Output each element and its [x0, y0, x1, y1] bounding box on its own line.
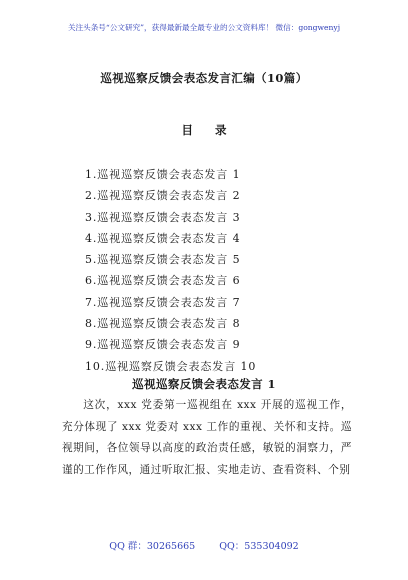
toc-heading: 目 录 [181, 123, 236, 137]
table-of-contents [85, 164, 256, 377]
toc-item: 7.巡视巡察反馈会表态发言 7 [85, 295, 241, 309]
footer-qq: QQ：535304092 [219, 541, 299, 552]
body-paragraph: 这次，xxx 党委第一巡视组在 xxx 开展的巡视工作，充分体现了 xxx 党委对 xxx 工作的重视、关怀和支持。巡视期间，各位领导以高度的政治责任感，敏锐的洞察力，严谨的工作作风，通过听取汇报、实地走访、查看资料、个别 [62, 399, 352, 476]
toc-item: 3.巡视巡察反馈会表态发言 3 [85, 210, 241, 224]
toc-item: 8.巡视巡察反馈会表态发言 8 [85, 317, 241, 331]
section-title: 巡视巡察反馈会表态发言 1 [132, 377, 276, 391]
toc-item: 1.巡视巡察反馈会表态发言 1 [85, 168, 241, 181]
toc-item: 4.巡视巡察反馈会表态发言 4 [85, 231, 241, 245]
toc-item: 10.巡视巡察反馈会表态发言 10 [85, 359, 257, 373]
toc-item: 6.巡视巡察反馈会表态发言 6 [85, 274, 241, 288]
footer-qq-group: QQ 群：30265665 [109, 541, 196, 552]
toc-item: 2.巡视巡察反馈会表态发言 2 [85, 189, 241, 203]
document-title: 巡视巡察反馈会表态发言汇编（10篇） [100, 71, 308, 85]
header-banner: 关注头条号“公文研究”，获得最新最全最专业的公文资料库！ 微信：gongwenyj [67, 23, 341, 32]
toc-item: 9.巡视巡察反馈会表态发言 9 [85, 338, 241, 352]
toc-item: 5.巡视巡察反馈会表态发言 5 [85, 253, 241, 267]
footer-contact [0, 538, 408, 552]
